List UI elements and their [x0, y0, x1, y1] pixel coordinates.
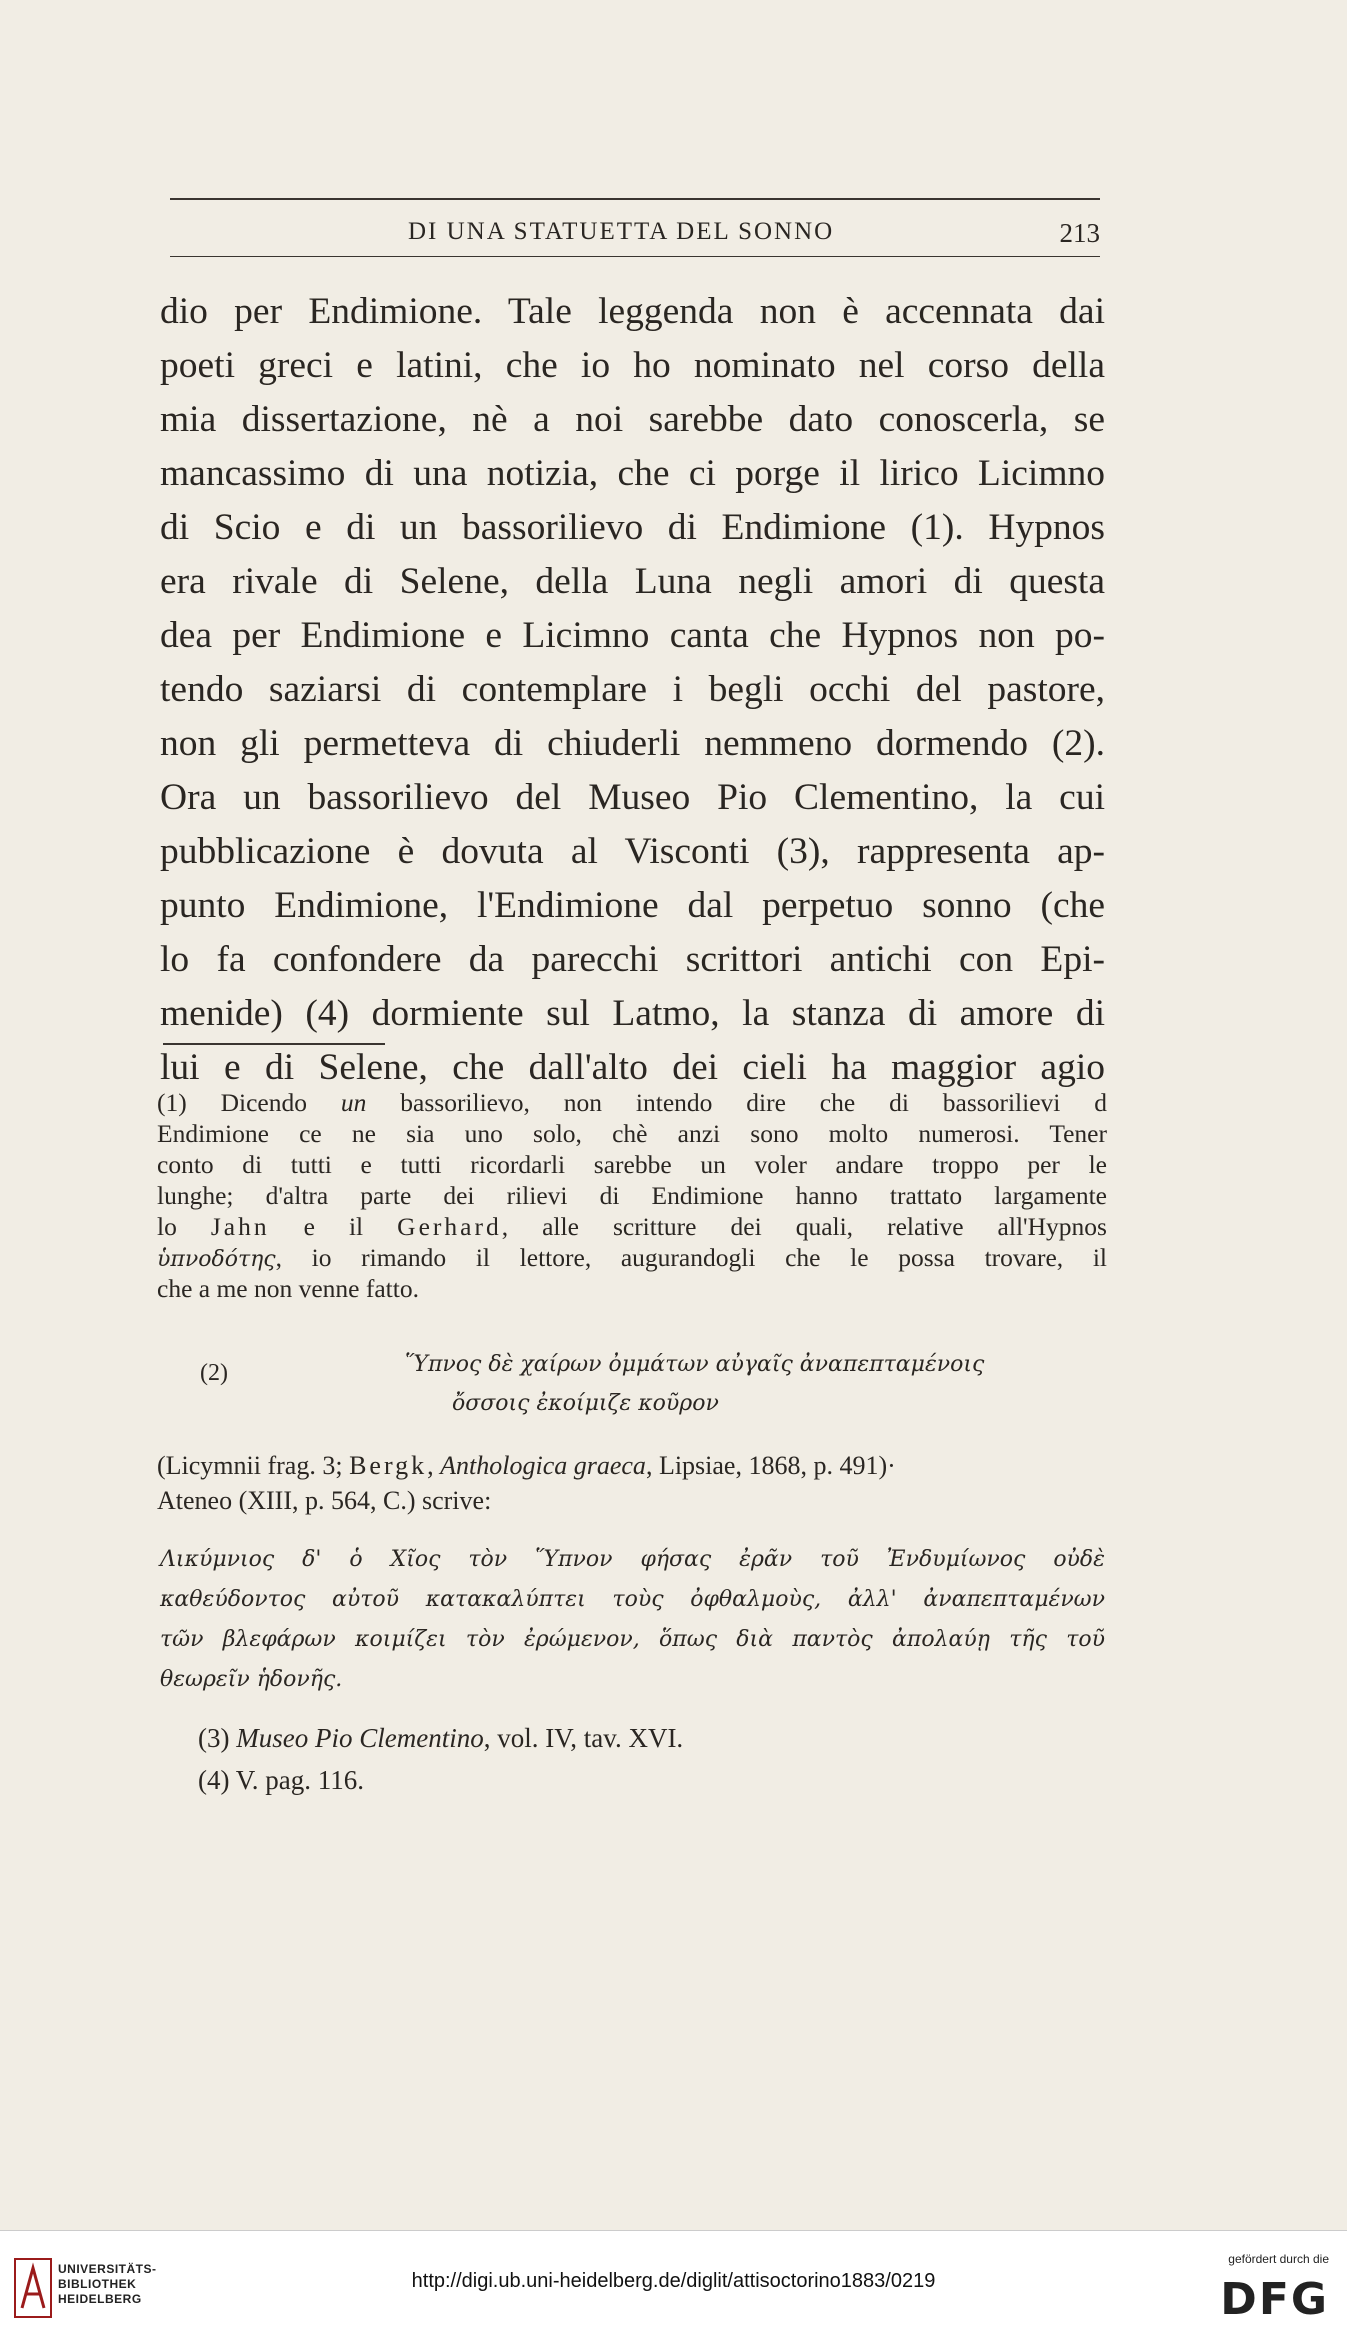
fn1-line: lunghe; d'altra parte dei rilievi di Endimione hanno trattato largamente	[157, 1181, 1107, 1210]
running-title: DI UNA STATUETTA DEL SONNO	[408, 218, 835, 245]
fn1-text: e il	[269, 1212, 398, 1241]
institution-line: HEIDELBERG	[58, 2292, 142, 2306]
text-line: Ora un bassorilievo del Museo Pio Clementino, la cui	[160, 777, 1105, 818]
text-line: di Scio e di un bassorilievo di Endimione (1). Hypnos	[160, 507, 1105, 548]
footnote-1	[157, 1087, 1107, 1304]
text-line: pubblicazione è dovuta al Visconti (3), rappresenta ap-	[160, 831, 1105, 872]
greek-verse-1: Ὕπνος δὲ χαίρων ὀμμάτων αὐγαῖς ἀναπεπταμένοις	[405, 1352, 985, 1377]
fn3-number: (3)	[198, 1723, 237, 1753]
dfg-logo: DFG	[1220, 2274, 1329, 2325]
athenaeus-quote	[160, 1540, 1105, 1700]
viewer-footer	[0, 2230, 1347, 2336]
fn1-text: bassorilievo, non intendo dire che di bassorilievi d	[366, 1088, 1107, 1117]
main-text	[160, 285, 1105, 1095]
fn3-text: , vol. IV, tav. XVI.	[483, 1723, 684, 1753]
greek-quote-line: Λικύμνιος δ' ὁ Χῖος τὸν Ὕπνον φήσας ἐρᾶν τοῦ Ἐνδυμίωνος οὐδὲ	[160, 1547, 1105, 1572]
running-head	[170, 212, 1100, 252]
text-line: menide) (4) dormiente sul Latmo, la stanza di amore di	[160, 993, 1105, 1034]
header-rule-top	[170, 198, 1100, 200]
greek-quote-line: θεωρεῖν ἡδονῆς.	[160, 1667, 343, 1692]
greek-verse-2: ὄσσοις ἐκοίμιζε κοῦρον	[452, 1391, 719, 1416]
footnote-4: (4) V. pag. 116.	[198, 1765, 364, 1795]
text-line: lui e di Selene, che dall'alto dei cieli ha maggior agio	[160, 1047, 1105, 1088]
greek-word: ὑπνοδότης	[157, 1247, 276, 1272]
text-line: non gli permetteva di chiuderli nemmeno dormendo (2).	[160, 723, 1105, 764]
greek-quote-line: καθεύδοντος αὐτοῦ κατακαλύπτει τοὺς ὀφθαλμοὺς, ἀλλ' ἀναπεπταμένων	[160, 1587, 1105, 1612]
text-line: tendo saziarsi di contemplare i begli occhi del pastore,	[160, 669, 1105, 710]
citation-line: Ateneo (XIII, p. 564, C.) scrive:	[157, 1486, 492, 1515]
fn1-text: lo	[157, 1212, 211, 1241]
text-line: lo fa confondere da parecchi scrittori antichi con Epi-	[160, 939, 1105, 980]
text-line: era rivale di Selene, della Luna negli amori di questa	[160, 561, 1105, 602]
greek-quote-line: τῶν βλεφάρων κοιμίζει τὸν ἐρώμενον, ὅπως διὰ παντὸς ἀπολαύῃ τῆς τοῦ	[160, 1627, 1105, 1652]
fn1-line: conto di tutti e tutti ricordarli sarebbe un voler andare troppo per le	[157, 1150, 1107, 1179]
text-line: poeti greci e latini, che io ho nominato nel corso della	[160, 345, 1105, 386]
text-line: mancassimo di una notizia, che ci porge il lirico Licimno	[160, 453, 1105, 494]
fn1-text: (1) Dicendo	[157, 1088, 341, 1117]
author-jahn: Jahn	[210, 1212, 270, 1241]
fn1-text: , alle scritture dei quali, relative all'Hypnos	[501, 1212, 1107, 1241]
sponsor-text: gefördert durch die	[1228, 2252, 1329, 2266]
header-rule-bottom	[170, 256, 1100, 257]
footer-divider	[0, 2230, 1347, 2231]
citation-text: ,	[427, 1451, 441, 1480]
footnote-2-citation	[157, 1448, 1107, 1518]
text-line: mia dissertazione, nè a noi sarebbe dato conoscerla, se	[160, 399, 1105, 440]
author-bergk: Bergk	[349, 1451, 428, 1480]
author-gerhard: Gerhard	[397, 1212, 502, 1241]
institution-line: BIBLIOTHEK	[58, 2277, 137, 2291]
fn1-emphasis: un	[340, 1088, 367, 1117]
institution-line: UNIVERSITÄTS-	[58, 2262, 157, 2276]
footnote-2-number: (2)	[200, 1360, 228, 1386]
fn1-line: che a me non venne fatto.	[157, 1274, 419, 1303]
footnote-3	[198, 1723, 683, 1754]
fn1-text: , io rimando il lettore, augurandogli che le possa trovare, il	[275, 1243, 1107, 1272]
text-line: punto Endimione, l'Endimione dal perpetuo sonno (che	[160, 885, 1105, 926]
permalink[interactable]: http://digi.ub.uni-heidelberg.de/diglit/attisoctorino1883/0219	[411, 2270, 936, 2292]
page-number: 213	[1059, 218, 1100, 248]
text-line: dio per Endimione. Tale leggenda non è accennata dai	[160, 291, 1105, 332]
fn1-line: Endimione ce ne sia uno solo, chè anzi sono molto numerosi. Tener	[157, 1119, 1107, 1148]
citation-text: (Licymnii frag. 3;	[157, 1451, 350, 1480]
fn3-title: Museo Pio Clementino	[236, 1723, 484, 1753]
text-line: dea per Endimione e Licimno canta che Hypnos non po-	[160, 615, 1105, 656]
citation-title: Anthologica graeca	[440, 1451, 646, 1480]
citation-text: , Lipsiae, 1868, p. 491)·	[645, 1451, 896, 1480]
footnote-separator	[163, 1043, 385, 1045]
